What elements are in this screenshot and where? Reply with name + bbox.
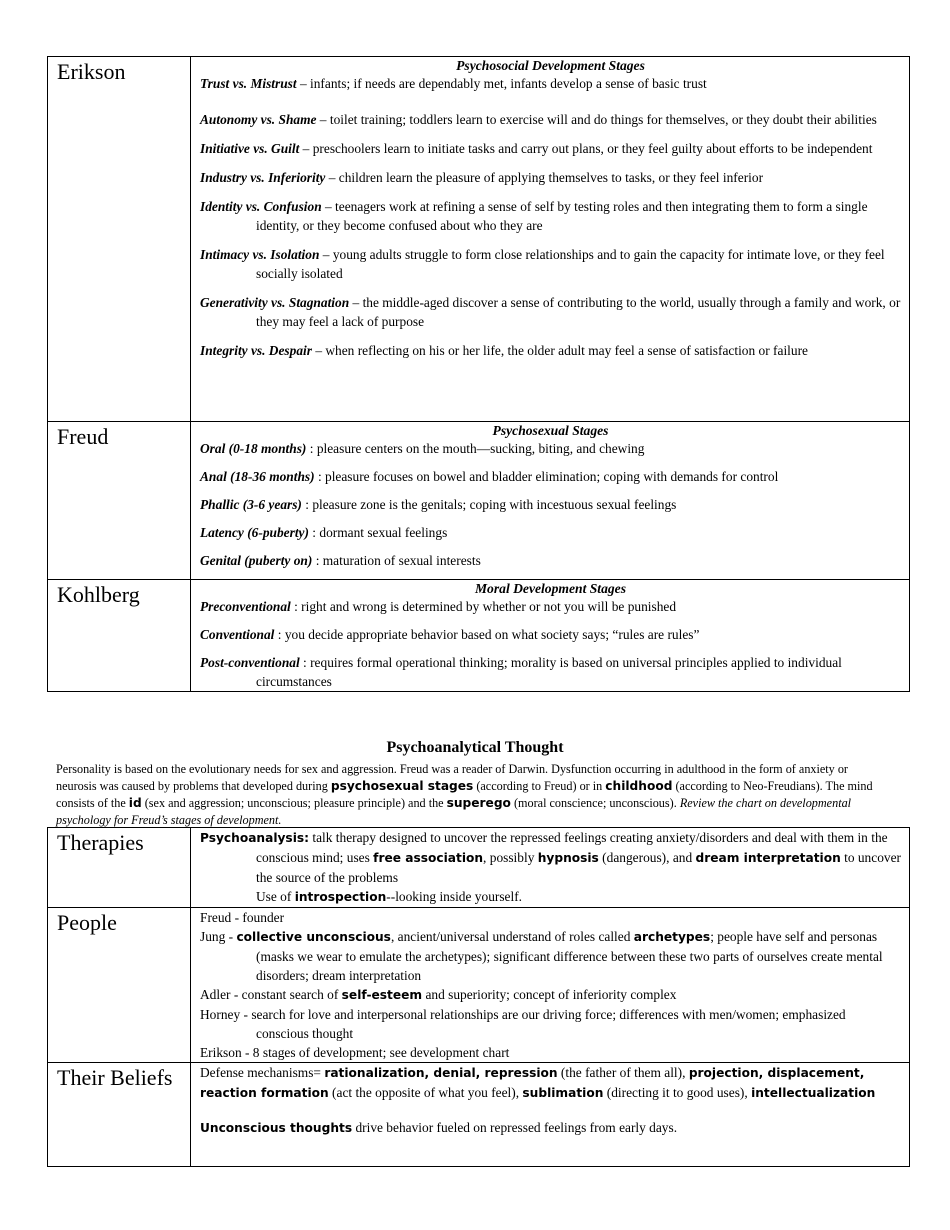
beliefs-label: Their Beliefs <box>48 1063 191 1167</box>
unconscious-thoughts-text: Unconscious thoughts drive behavior fueled on repressed feelings from early days. <box>200 1120 678 1135</box>
development-stages-table <box>47 56 910 692</box>
stage-item: Phallic (3-6 years) : pleasure zone is the genitals; coping with incestuous sexual feelings <box>200 497 677 512</box>
stage-item: Initiative vs. Guilt – preschoolers learn to initiate tasks and carry out plans, or they feel guilty about efforts to be independent <box>200 141 873 156</box>
people-label: People <box>48 908 191 1063</box>
people-content <box>191 908 910 1063</box>
erikson-row <box>48 57 910 422</box>
stage-item: Integrity vs. Despair – when reflecting on his or her life, the older adult may feel a sense of satisfaction or failure <box>200 343 808 358</box>
erikson-content <box>191 57 910 422</box>
stage-item: Trust vs. Mistrust – infants; if needs are dependably met, infants develop a sense of basic trust <box>200 76 707 91</box>
stage-item: Identity vs. Confusion – teenagers work at refining a sense of self by testing roles and then integrating them to form a single identity, or they become confused about who they are <box>200 199 868 233</box>
kohlberg-content <box>191 580 910 692</box>
therapy-text: Psychoanalysis: talk therapy designed to uncover the repressed feelings creating anxiety/disorders and deal with them in the conscious mind; uses free association, possibly hypnosis (dangerous), and dream interpretation to uncover the source of the problems <box>200 830 901 885</box>
therapies-content <box>191 828 910 908</box>
stage-item: Latency (6-puberty) : dormant sexual feelings <box>200 525 448 540</box>
kohlberg-heading: Moral Development Stages <box>474 581 627 596</box>
beliefs-content <box>191 1063 910 1167</box>
stage-item: Genital (puberty on) : maturation of sexual interests <box>200 553 481 568</box>
defense-mechanisms-text: Defense mechanisms= rationalization, denial, repression (the father of them all), projection, displacement, reaction formation (act the opposite of what you feel), sublimation (directing it to good uses), intellectualization <box>200 1065 876 1100</box>
freud-content <box>191 422 910 580</box>
person-freud: Freud - founder <box>200 910 285 925</box>
person-erikson: Erikson - 8 stages of development; see development chart <box>200 1045 510 1060</box>
intro-paragraph: Personality is based on the evolutionary needs for sex and aggression. Freud was a reader of Darwin. Dysfunction occurring in adulthood in the form of anxiety or neurosis was caused by problems that developed during psychosexual stages (according to Freud) or in childhood (according to Neo-Freudians). The mind consists of the id (sex and aggression; unconscious; pleasure principle) and the superego (moral conscience; unconscious). Review the chart on developmental psychology for Freud’s stages of development. <box>56 762 873 827</box>
erikson-label: Erikson <box>48 57 191 422</box>
beliefs-row <box>48 1063 910 1167</box>
stage-item: Industry vs. Inferiority – children learn the pleasure of applying themselves to tasks, or they feel inferior <box>200 170 764 185</box>
stage-item: Intimacy vs. Isolation – young adults struggle to form close relationships and to gain the capacity for intimate love, or they feel socially isolated <box>200 247 885 281</box>
stage-item: Anal (18-36 months) : pleasure focuses on bowel and bladder elimination; coping with demands for control <box>200 469 779 484</box>
person-horney: Horney - search for love and interpersonal relationships are our driving force; differences with men/women; emphasized conscious thought <box>200 1007 846 1041</box>
freud-row <box>48 422 910 580</box>
freud-label: Freud <box>48 422 191 580</box>
erikson-heading: Psychosocial Development Stages <box>456 58 645 73</box>
freud-heading: Psychosexual Stages <box>492 423 609 438</box>
therapies-label: Therapies <box>48 828 191 908</box>
stage-item: Generativity vs. Stagnation – the middle-aged discover a sense of contributing to the world, usually through a family and work, or they may feel a lack of purpose <box>200 295 901 329</box>
introspection-text: Use of introspection--looking inside yourself. <box>256 889 523 904</box>
stage-item: Oral (0-18 months) : pleasure centers on the mouth—sucking, biting, and chewing <box>200 441 645 456</box>
person-jung: Jung - collective unconscious, ancient/universal understand of roles called archetypes; people have self and personas (masks we wear to emulate the archetypes); significant difference between these two parts of ourselves create mental disorders; dream interpretation <box>200 929 883 983</box>
stage-item: Conventional : you decide appropriate behavior based on what society says; “rules are rules” <box>200 627 700 642</box>
therapies-row <box>48 828 910 908</box>
person-adler: Adler - constant search of self-esteem and superiority; concept of inferiority complex <box>200 987 677 1002</box>
psychoanalytical-table <box>47 827 910 1167</box>
stage-item: Post-conventional : requires formal operational thinking; morality is based on universal principles applied to individual circumstances <box>200 655 842 689</box>
section-title: Psychoanalytical Thought <box>386 739 564 756</box>
stage-item: Autonomy vs. Shame – toilet training; toddlers learn to exercise will and do things for themselves, or they doubt their abilities <box>200 112 877 127</box>
people-row <box>48 908 910 1063</box>
kohlberg-label: Kohlberg <box>48 580 191 692</box>
stage-item: Preconventional : right and wrong is determined by whether or not you will be punished <box>200 599 677 614</box>
kohlberg-row <box>48 580 910 692</box>
